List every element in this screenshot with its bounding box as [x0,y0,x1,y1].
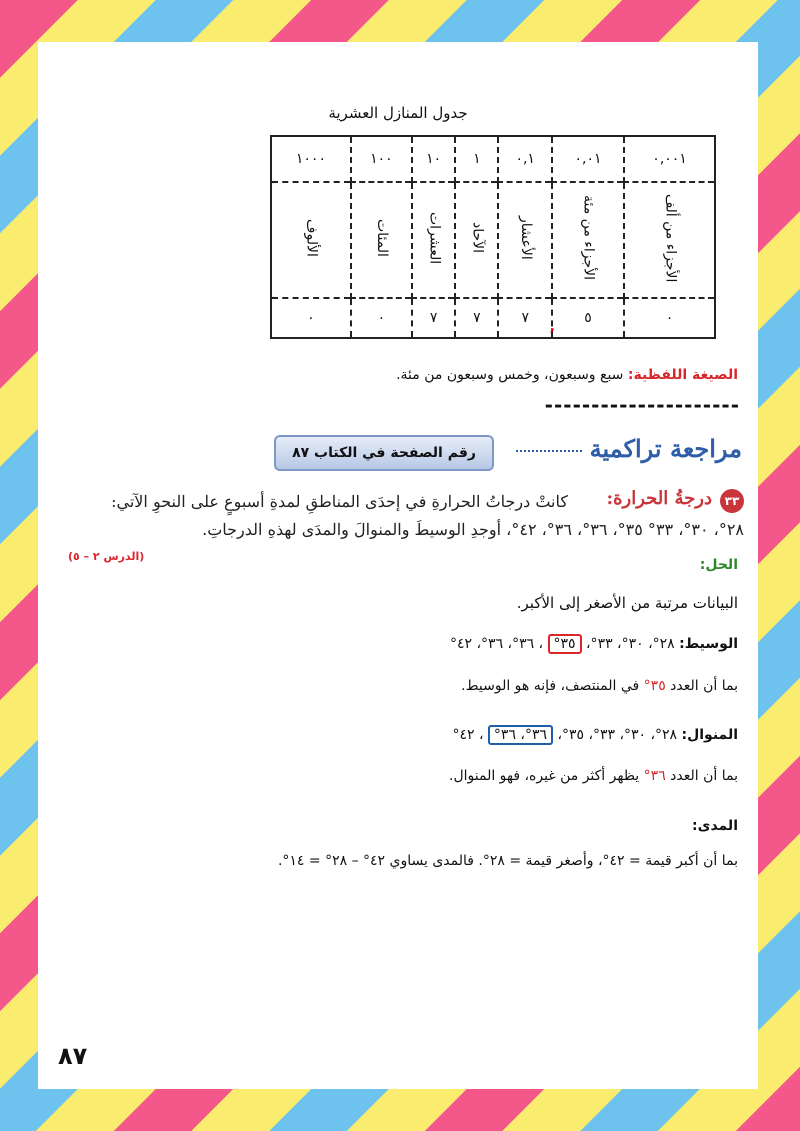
table-cell: ٠ [624,298,715,338]
question-number: ٣٣ [720,489,744,513]
range-text: بما أن أكبر قيمة = ٤٢°، وأصغر قيمة = ٢٨°. فالمدى يساوي ٤٢° – ٢٨° = ١٤°. [277,853,738,869]
mode-explanation: بما أن العدد ٣٦° يظهر أكثر من غيره، فهو المنوال. [449,768,738,784]
page [38,42,758,1089]
place-name: الأعشار [517,216,534,260]
median-label: الوسيط: [679,636,738,652]
median-box: ٣٥° [548,634,582,654]
separator: --------------------- [544,393,740,417]
book-page-button[interactable]: رقم الصفحة في الكتاب ٨٧ [274,435,494,471]
sorted-note: البيانات مرتبة من الأصغر إلى الأكبر. [516,594,738,612]
range-label: المدى: [692,818,738,834]
table-title: جدول المنازل العشرية [328,104,468,122]
mode-box: ٣٦°، ٣٦° [488,725,553,745]
verbal-text: سبع وسبعون، وخمس وسبعون من مئة. [396,367,624,383]
review-title: مراجعة تراكمية [589,434,742,463]
question-text-2: ٢٨°، ٣٠°، ٣٣° ٣٥°، ٣٦°، ٣٦°، ٤٢°، أوجدِ الوسيطَ والمنوالَ والمدَى لهذهِ الدرجاتِ. [202,520,744,539]
table-cell: ١٠٠٠ [271,136,351,182]
place-name: الأجزاء من مئة [580,195,597,281]
place-name: العشرات [426,211,443,265]
dotted-leader [516,450,582,452]
decimal-point: , [549,319,555,335]
table-cell: ٧ , [498,298,551,338]
table-cell: ١٠٠ [351,136,412,182]
place-name: المئات [374,219,391,257]
place-value-table [270,135,716,339]
table-cell: ١٠ [412,136,455,182]
table-cell: ٠,٠٠١ [624,136,715,182]
table-cell: ٠,١ [498,136,551,182]
verbal-label: الصيغة اللفظية: [627,367,738,383]
median-line: الوسيط: ٢٨°، ٣٠°، ٣٣°، ٣٥° ، ٣٦°، ٣٦°، ٤٢° [450,636,738,652]
mode-label: المنوال: [681,727,738,743]
question-heading: درجةُ الحرارة: [606,488,712,509]
table-cell: ٠,٠١ [552,136,624,182]
table-cell: ٥ [552,298,624,338]
solution-label: الحل: [699,557,738,573]
table-cell: ٧ [412,298,455,338]
verbal-form [396,367,738,383]
page-number: ٨٧ [58,1042,88,1070]
table-cell: ٠ [351,298,412,338]
table-cell: ٧ [455,298,498,338]
table-cell: ١ [455,136,498,182]
mode-line: المنوال: ٢٨°، ٣٠°، ٣٣°، ٣٥°، ٣٦°، ٣٦° ، ٤٢° [452,727,738,743]
place-name: الأجزاء من ألف [662,193,679,283]
lesson-ref: (الدرس ٢ – ٥) [68,550,145,563]
table-cell: ٠ [271,298,351,338]
place-name: الآحاد [469,222,486,254]
place-name: الألوف [303,219,320,257]
question-text-1: كانتْ درجاتُ الحرارةِ في إحدَى المناطقِ لمدةِ أسبوعٍ على النحوِ الآتي: [111,492,568,511]
median-explanation: بما أن العدد ٣٥° في المنتصف، فإنه هو الوسيط. [461,678,738,694]
